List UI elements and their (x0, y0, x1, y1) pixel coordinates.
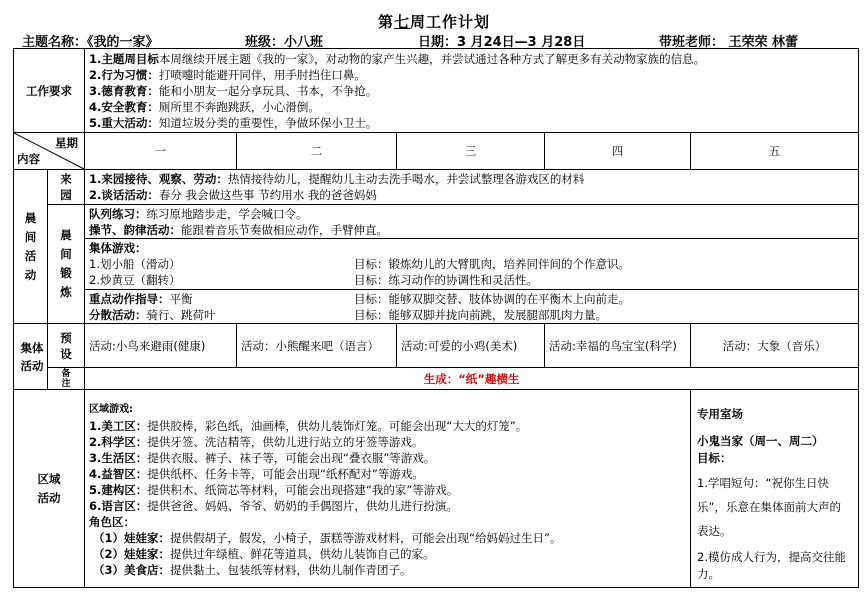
role-item (89, 530, 686, 546)
focus-goal: 目标：能够双脚并拢向前跳，发展腿部肌肉力量。 (354, 307, 608, 322)
game-item (89, 272, 854, 288)
morning-drill-row (14, 205, 859, 239)
focus-head: 重点动作指导： (89, 291, 170, 306)
activity-wednesday: 活动:可爱的小鸡(美术) (397, 324, 545, 368)
role-text: 提供黏土、包装纸等材料，供幼儿制作青团子。 (170, 563, 412, 577)
game-name: 1.划小船（滑动） (89, 257, 181, 271)
focus-goal: 目标：能够双脚交替、肢体协调的在平衡木上向前走。 (354, 291, 631, 306)
drill-text: 练习原地踏步走，学会喊口令。 (146, 206, 308, 221)
arrival-label (48, 170, 85, 205)
theme-name: 主题名称：《我的一家》 (22, 35, 159, 50)
role-item (89, 562, 686, 578)
zone-head: 5.建构区： (89, 483, 148, 497)
title-prefix: 第 (377, 13, 394, 31)
arrival-text: 春分 我会做这些事 节约用水 我的爸爸妈妈 (158, 188, 377, 202)
activity-thursday: 活动:幸福的鸟宝宝(科学) (545, 324, 691, 368)
zone-label (14, 390, 85, 588)
requirements-row (14, 49, 859, 133)
morning-focus-row (14, 290, 859, 324)
zone-head: 2.科学区： (89, 435, 148, 449)
focus-content (85, 290, 859, 324)
preset-label (48, 324, 85, 368)
zone-label-text: 区域活动 (37, 471, 61, 505)
day-tuesday: 二 (237, 133, 397, 170)
group-note-row (14, 368, 859, 390)
title-suffix: 周工作计划 (410, 13, 491, 31)
drill-content (85, 205, 859, 239)
requirement-head: 3.德育教育： (89, 83, 159, 98)
arrival-content (85, 170, 859, 205)
requirements-content (85, 49, 859, 133)
group-label-text: 集体活动 (20, 340, 44, 373)
exercise-label (48, 205, 85, 324)
roles-head: 角色区： (89, 515, 136, 529)
note-label (48, 368, 85, 390)
zone-text: 提供纸杯、任务卡等，可能会出现“纸杯配对”等游戏。 (147, 467, 424, 481)
drill-head: 队列练习： (89, 206, 147, 221)
arrival-head: 1.来园接待、观察、劳动： (89, 172, 228, 186)
title-week-number: 七 (393, 13, 410, 31)
requirement-text: 知道垃圾分类的重要性，争做环保小卫士。 (158, 115, 378, 130)
special-room-goal: 1.学唱短句：“祝你生日快乐”，乐意在集体面前大声的表达。 (697, 476, 841, 538)
game-name: 2.炒黄豆（翻转） (89, 273, 181, 287)
page-title (0, 11, 868, 32)
arrival-item (89, 171, 854, 187)
games-content (85, 239, 859, 290)
zone-item (89, 450, 686, 466)
role-text: 提供过年绿植、鲜花等道具，供幼儿装饰自己的家。 (170, 547, 435, 561)
weekly-plan-table (13, 48, 859, 588)
weekday-header-row (14, 133, 859, 170)
arrival-item (89, 187, 854, 203)
activity-monday: 活动:小鸟来避雨(健康) (85, 324, 237, 368)
requirement-item (89, 67, 854, 83)
preset-label-text: 预设 (60, 330, 72, 361)
zone-head: 3.生活区： (89, 451, 148, 465)
corner-cell (14, 133, 85, 170)
teachers: 带班老师： 王荣荣 林蕾 (659, 35, 799, 50)
activity-tuesday: 活动：小熊醒来吧（语言） (237, 324, 397, 368)
role-item (89, 546, 686, 562)
zone-title: 区域游戏: (89, 404, 134, 415)
zone-item (89, 498, 686, 514)
zone-text: 提供牙签、洗洁精等，供幼儿进行站立的牙签等游戏。 (147, 435, 424, 449)
activity-friday: 活动：大象（音乐） (691, 324, 859, 368)
morning-games-row (14, 239, 859, 290)
weekday-star-label: 星期 (55, 136, 79, 150)
group-label (14, 324, 48, 390)
day-friday: 五 (691, 133, 859, 170)
drill-item (89, 206, 854, 222)
requirement-text: 厕所里不奔跑跳跃，小心滑倒。 (158, 99, 320, 114)
group-activity-row (14, 324, 859, 368)
zone-text: 提供爸爸、妈妈、爷爷、奶奶的手偶图片，供幼儿进行扮演。 (147, 499, 458, 513)
focus-text: 骑行、跳荷叶 (146, 307, 216, 322)
requirement-item (89, 51, 854, 67)
role-head: （2）娃娃家： (93, 547, 171, 561)
focus-item (89, 291, 854, 307)
drill-text: 能跟着音乐节奏做相应动作，手臂伸直。 (181, 222, 389, 237)
requirement-text: 打喷嚏时能避开同伴，用手肘挡住口鼻。 (158, 67, 366, 82)
role-head: （1）娃娃家： (93, 531, 171, 545)
role-text: 提供假胡子，假发，小椅子，蛋糕等游戏材料，可能会出现“给妈妈过生日”。 (170, 531, 562, 545)
special-room-goal-label: 目标： (697, 451, 732, 465)
arrival-label-text: 来园 (60, 172, 72, 202)
date-range: 日期：3 月24日—3 月28日 (418, 35, 586, 50)
note-label-text: 备注 (61, 368, 71, 389)
day-thursday: 四 (545, 133, 691, 170)
requirement-item (89, 83, 854, 99)
special-room-content (691, 390, 859, 588)
zone-head: 6.语言区： (89, 499, 148, 513)
special-room-goal: 2.模仿成人行为，提高交往能力。 (697, 550, 846, 581)
games-head: 集体游戏： (89, 241, 147, 255)
zone-head: 1.美工区： (89, 419, 148, 433)
exercise-label-text: 晨间锻炼 (60, 228, 72, 299)
content-label: 内容 (17, 152, 40, 166)
zone-text: 提供积木、纸筒芯等材料，可能会出现搭建“我的家”等游戏。 (147, 483, 459, 497)
game-goal: 目标：锻炼幼儿的大臂肌肉，培养同伴间的个作意识。 (354, 257, 631, 271)
requirement-text: 本周继续开展主题《我的一家》，对动物的家产生兴趣，并尝试通过各种方式了解更多有关动物家族的信息。 (158, 51, 706, 66)
arrival-text: 热情接待幼儿，提醒幼儿主动去洗手喝水，并尝试整理各游戏区的材料 (227, 172, 585, 186)
game-goal: 目标：练习动作的协调性和灵活性。 (354, 273, 539, 287)
special-room-name: 小鬼当家（周一、周二） (697, 434, 824, 448)
requirement-head: 1.主题周目标 (89, 51, 159, 66)
day-wednesday: 三 (397, 133, 545, 170)
arrival-head: 2.谈话活动： (89, 188, 159, 202)
zone-item (89, 434, 686, 450)
role-head: （3）美食店： (93, 563, 171, 577)
focus-text: 平衡 (169, 291, 193, 306)
special-room-title: 专用室场 (697, 407, 744, 421)
drill-head: 操节、韵律活动： (89, 222, 182, 237)
requirement-item (89, 115, 854, 131)
zone-text: 提供胶棒，彩色纸，油画棒，供幼儿装饰灯笼。可能会出现“大大的灯笼”。 (147, 419, 528, 433)
requirements-label: 工作要求 (14, 49, 85, 133)
focus-head: 分散活动： (89, 307, 147, 322)
focus-item (89, 307, 854, 323)
requirement-head: 5.重大活动： (89, 115, 159, 130)
requirement-head: 2.行为习惯： (89, 67, 159, 82)
zone-activity-row (14, 390, 859, 588)
requirement-head: 4.安全教育： (89, 99, 159, 114)
zone-item (89, 466, 686, 482)
zone-content (85, 390, 691, 588)
zone-text: 提供衣服、裤子、袜子等，可能会出现“叠衣服”等游戏。 (147, 451, 436, 465)
morning-label (14, 170, 48, 324)
group-note: 生成：“纸”趣横生 (85, 368, 859, 390)
zone-item (89, 482, 686, 498)
day-monday: 一 (85, 133, 237, 170)
game-item (89, 256, 854, 272)
zone-head: 4.益智区： (89, 467, 148, 481)
class-name: 班级：小八班 (245, 35, 324, 50)
morning-label-text: 晨间活动 (24, 210, 37, 282)
requirement-text: 能和小朋友一起分享玩具、书本，不争抢。 (158, 83, 378, 98)
drill-item (89, 222, 854, 238)
requirement-item (89, 99, 854, 115)
zone-item (89, 418, 686, 434)
morning-arrival-row (14, 170, 859, 205)
